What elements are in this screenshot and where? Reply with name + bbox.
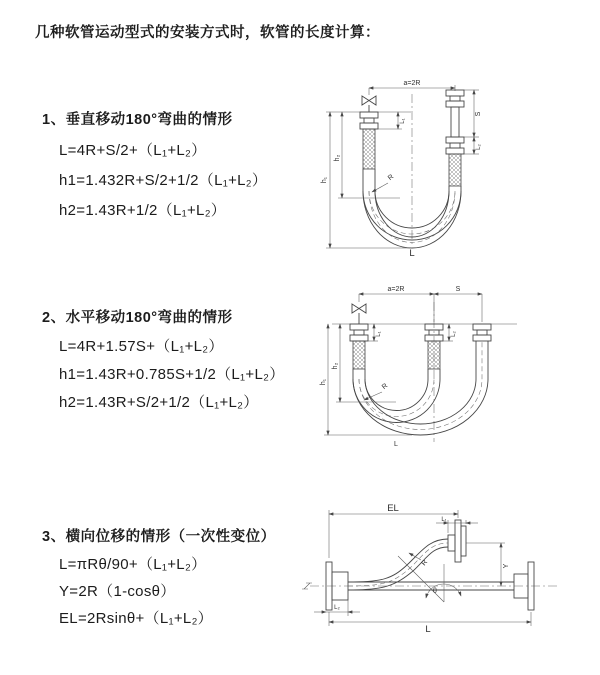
hose-position-2 <box>353 341 488 435</box>
middle-fitting <box>425 324 443 369</box>
page-title: 几种软管运动型式的安装方式时，软管的长度计算： <box>35 25 380 41</box>
dim-label-r: R <box>380 382 390 392</box>
dim-label-a2r: a=2R <box>403 80 421 87</box>
dim-label-l2: L₂ <box>451 331 457 337</box>
formula-line: h1=1.432R+S/2+1/2（L₁+L₂） <box>59 172 268 189</box>
valve-icon <box>362 96 376 105</box>
dim-label-h2: h₂ <box>334 154 341 162</box>
dim-label-l2: L₂ <box>334 605 340 611</box>
dim-label-r: R <box>386 173 396 183</box>
right-fitting <box>473 324 491 341</box>
dim-label-y: Y <box>503 563 510 569</box>
dim-label-l: L <box>394 441 398 448</box>
dim-label-s: S <box>455 286 461 293</box>
dim-label-h2: h₂ <box>332 362 339 370</box>
formula-line: EL=2Rsinθ+（L₁+L₂） <box>59 610 213 627</box>
braided-hose-section <box>428 341 440 369</box>
left-fitting <box>360 112 378 169</box>
formula-line: Y=2R（1-cosθ） <box>59 583 176 600</box>
dim-label-el: EL <box>387 503 399 514</box>
diagram-horizontal-180-bend <box>312 282 597 457</box>
dim-label-l1: L₁ <box>441 517 447 523</box>
diagram-vertical-180-bend <box>312 76 597 258</box>
formula-line: L=4R+S/2+（L₁+L₂） <box>59 142 207 159</box>
formula-line: L=4R+1.57S+（L₁+L₂） <box>59 338 224 355</box>
dim-label-h1: h₁ <box>320 378 327 386</box>
section-2-heading: 2、水平移动180°弯曲的情形 <box>42 310 233 326</box>
dim-label-a2r: a=2R <box>387 286 405 293</box>
formula-line: h1=1.43R+0.785S+1/2（L₁+L₂） <box>59 366 285 383</box>
diagram-lateral-displacement <box>298 498 598 662</box>
formula-line: h2=1.43R+1/2（L₁+L₂） <box>59 202 227 219</box>
left-fitting <box>350 324 368 369</box>
dim-label-l: L <box>425 624 431 635</box>
valve-icon <box>352 304 366 313</box>
braided-hose-section <box>363 129 375 169</box>
braided-hose-section <box>353 341 365 369</box>
angle-label-theta: θ <box>433 588 437 595</box>
formula-line: L=πRθ/90+（L₁+L₂） <box>59 556 207 573</box>
displaced-end-flange <box>448 520 466 562</box>
radius-leader <box>409 553 421 560</box>
dim-label-l: L <box>409 248 415 259</box>
formula-line: h2=1.43R+S/2+1/2（L₁+L₂） <box>59 394 259 411</box>
dim-label-r: R <box>420 558 430 568</box>
radius-leader <box>364 392 382 400</box>
dim-label-l1: L₁ <box>376 331 382 337</box>
section-1-heading: 1、垂直移动180°弯曲的情形 <box>42 112 233 128</box>
radius-leader <box>372 183 388 192</box>
dim-label-l2: L₂ <box>476 144 482 150</box>
dim-label-l1: L₁ <box>400 118 406 124</box>
right-fitting <box>446 90 464 186</box>
dim-label-h1: h₁ <box>321 176 328 184</box>
hose-position-1 <box>353 369 440 423</box>
dim-label-s: S <box>475 111 482 117</box>
section-3-heading: 3、横向位移的情形（一次性变位） <box>42 529 276 545</box>
braided-hose-section <box>449 154 461 186</box>
